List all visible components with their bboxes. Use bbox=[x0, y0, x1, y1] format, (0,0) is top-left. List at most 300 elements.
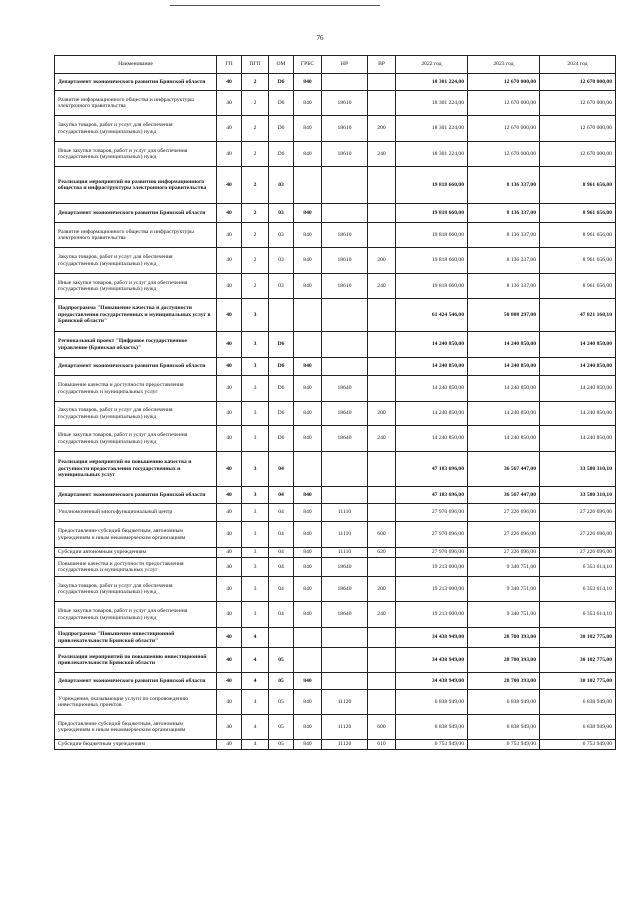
cell-pgp: 4 bbox=[242, 690, 269, 715]
cell-nr: 11120 bbox=[322, 690, 368, 715]
cell-gp: 40 bbox=[217, 332, 242, 358]
cell-om: 04 bbox=[269, 602, 294, 628]
cell-2024: 27 226 696,00 bbox=[540, 548, 616, 558]
cell-2023: 28 700 393,00 bbox=[468, 673, 540, 690]
cell-nr bbox=[322, 358, 368, 376]
cell-gp: 40 bbox=[217, 167, 242, 204]
cell-om: 05 bbox=[269, 673, 294, 690]
cell-pgp: 4 bbox=[242, 715, 269, 740]
cell-grbs: 840 bbox=[294, 673, 322, 690]
cell-gp: 40 bbox=[217, 223, 242, 248]
cell-grbs: 840 bbox=[294, 358, 322, 376]
cell-vr bbox=[368, 648, 396, 673]
cell-grbs: 840 bbox=[294, 274, 322, 299]
header-nr: НР bbox=[322, 56, 368, 74]
cell-nr: 18610 bbox=[322, 116, 368, 142]
cell-name: Региональный проект "Цифровое государственное управление (Брянская область)" bbox=[55, 332, 217, 358]
cell-2023: 8 136 337,00 bbox=[468, 274, 540, 299]
cell-om: D6 bbox=[269, 358, 294, 376]
cell-nr: 11120 bbox=[322, 740, 368, 750]
cell-vr bbox=[368, 628, 396, 648]
cell-2023: 9 340 751,00 bbox=[468, 577, 540, 602]
cell-pgp: 3 bbox=[242, 452, 269, 487]
cell-2022: 6 838 949,00 bbox=[396, 690, 468, 715]
cell-nr bbox=[322, 487, 368, 504]
cell-2023: 9 340 751,00 bbox=[468, 602, 540, 628]
cell-2023: 12 670 000,00 bbox=[468, 116, 540, 142]
table-row bbox=[55, 274, 616, 299]
cell-name: Иные закупки товаров, работ и услуг для обеспечения государственных (муниципальных) нужд bbox=[55, 602, 217, 628]
cell-vr bbox=[368, 558, 396, 577]
cell-pgp: 4 bbox=[242, 740, 269, 750]
cell-gp: 40 bbox=[217, 673, 242, 690]
cell-nr: 18610 bbox=[322, 274, 368, 299]
cell-grbs: 840 bbox=[294, 204, 322, 223]
cell-2023: 12 670 000,00 bbox=[468, 91, 540, 116]
cell-om: 03 bbox=[269, 223, 294, 248]
cell-2022: 27 970 696,00 bbox=[396, 504, 468, 522]
cell-vr bbox=[368, 91, 396, 116]
cell-name: Департамент экономического развития Брянской области bbox=[55, 487, 217, 504]
cell-vr: 200 bbox=[368, 248, 396, 274]
table-row bbox=[55, 558, 616, 577]
cell-gp: 40 bbox=[217, 116, 242, 142]
cell-2024: 27 226 696,00 bbox=[540, 522, 616, 548]
cell-2024: 6 753 949,00 bbox=[540, 740, 616, 750]
cell-vr bbox=[368, 452, 396, 487]
cell-name: Реализация мероприятий по развитию информационного общества и инфраструктуры электронного правительства bbox=[55, 167, 217, 204]
cell-2023: 14 240 850,00 bbox=[468, 332, 540, 358]
cell-grbs: 840 bbox=[294, 223, 322, 248]
cell-vr bbox=[368, 299, 396, 332]
cell-2023: 12 670 000,00 bbox=[468, 74, 540, 91]
cell-vr bbox=[368, 504, 396, 522]
cell-2024: 14 240 850,00 bbox=[540, 426, 616, 452]
table-row bbox=[55, 577, 616, 602]
cell-pgp: 3 bbox=[242, 558, 269, 577]
cell-2024: 8 961 656,00 bbox=[540, 204, 616, 223]
table-row bbox=[55, 74, 616, 91]
cell-2022: 14 240 850,00 bbox=[396, 426, 468, 452]
cell-name: Реализация мероприятий по повышению инвестиционной привлекательности Брянской области bbox=[55, 648, 217, 673]
cell-2024: 27 226 696,00 bbox=[540, 504, 616, 522]
cell-om: 03 bbox=[269, 248, 294, 274]
header-grbs: ГРБС bbox=[294, 56, 322, 74]
cell-gp: 40 bbox=[217, 204, 242, 223]
cell-2023: 27 226 696,00 bbox=[468, 548, 540, 558]
cell-gp: 40 bbox=[217, 628, 242, 648]
cell-2022: 14 240 850,00 bbox=[396, 376, 468, 402]
table-row bbox=[55, 673, 616, 690]
cell-grbs: 840 bbox=[294, 504, 322, 522]
cell-pgp: 3 bbox=[242, 577, 269, 602]
cell-nr bbox=[322, 74, 368, 91]
cell-name: Иные закупки товаров, работ и услуг для обеспечения государственных (муниципальных) нужд bbox=[55, 426, 217, 452]
cell-pgp: 3 bbox=[242, 504, 269, 522]
cell-nr: 18610 bbox=[322, 248, 368, 274]
cell-gp: 40 bbox=[217, 715, 242, 740]
cell-2024: 12 670 000,00 bbox=[540, 91, 616, 116]
cell-name: Закупка товаров, работ и услуг для обеспечения государственных (муниципальных) нужд bbox=[55, 402, 217, 426]
cell-gp: 40 bbox=[217, 740, 242, 750]
table-row bbox=[55, 223, 616, 248]
cell-om: 04 bbox=[269, 504, 294, 522]
table-row bbox=[55, 452, 616, 487]
cell-name: Закупка товаров, работ и услуг для обеспечения государственных (муниципальных) нужд bbox=[55, 577, 217, 602]
cell-nr: 11110 bbox=[322, 522, 368, 548]
cell-name: Предоставление субсидий бюджетным, автономным учреждениям и иным некоммерческим организациям bbox=[55, 522, 217, 548]
cell-pgp: 2 bbox=[242, 74, 269, 91]
cell-2024: 6 838 949,00 bbox=[540, 715, 616, 740]
cell-pgp: 3 bbox=[242, 602, 269, 628]
cell-2022: 18 301 224,00 bbox=[396, 74, 468, 91]
cell-pgp: 3 bbox=[242, 299, 269, 332]
cell-om: 04 bbox=[269, 522, 294, 548]
cell-gp: 40 bbox=[217, 91, 242, 116]
table-header-row bbox=[55, 56, 616, 74]
cell-nr bbox=[322, 648, 368, 673]
cell-vr bbox=[368, 74, 396, 91]
cell-2022: 14 240 850,00 bbox=[396, 402, 468, 426]
header-pgp: ПГП bbox=[242, 56, 269, 74]
cell-pgp: 3 bbox=[242, 548, 269, 558]
cell-2022: 19 818 660,00 bbox=[396, 167, 468, 204]
cell-2022: 14 240 850,00 bbox=[396, 358, 468, 376]
cell-name: Повышение качества и доступности предоставления государственных и муниципальных услуг bbox=[55, 376, 217, 402]
cell-vr: 240 bbox=[368, 426, 396, 452]
cell-2022: 47 183 696,00 bbox=[396, 487, 468, 504]
cell-grbs: 840 bbox=[294, 548, 322, 558]
table-row bbox=[55, 522, 616, 548]
table-row bbox=[55, 91, 616, 116]
table-row bbox=[55, 204, 616, 223]
cell-nr bbox=[322, 204, 368, 223]
cell-2024: 30 102 775,00 bbox=[540, 648, 616, 673]
top-rule-right bbox=[300, 5, 380, 6]
cell-vr bbox=[368, 167, 396, 204]
cell-2023: 9 340 751,00 bbox=[468, 558, 540, 577]
cell-2024: 14 240 850,00 bbox=[540, 376, 616, 402]
cell-pgp: 4 bbox=[242, 673, 269, 690]
cell-2023: 36 567 447,00 bbox=[468, 487, 540, 504]
cell-name: Департамент экономического развития Брянской области bbox=[55, 673, 217, 690]
table-row bbox=[55, 248, 616, 274]
header-2023: 2023 год bbox=[468, 56, 540, 74]
cell-2023: 27 226 696,00 bbox=[468, 504, 540, 522]
cell-2022: 6 753 949,00 bbox=[396, 740, 468, 750]
cell-nr: 18640 bbox=[322, 577, 368, 602]
cell-vr: 200 bbox=[368, 402, 396, 426]
cell-grbs: 840 bbox=[294, 558, 322, 577]
cell-2024: 8 961 656,00 bbox=[540, 167, 616, 204]
cell-pgp: 3 bbox=[242, 332, 269, 358]
cell-2023: 14 240 850,00 bbox=[468, 358, 540, 376]
cell-vr bbox=[368, 358, 396, 376]
cell-name: Реализация мероприятий по повышению качества и доступности предоставления государственных и муниципальных услуг bbox=[55, 452, 217, 487]
table-row bbox=[55, 715, 616, 740]
cell-pgp: 2 bbox=[242, 274, 269, 299]
cell-om: D6 bbox=[269, 142, 294, 167]
table-row bbox=[55, 332, 616, 358]
budget-table bbox=[54, 55, 616, 750]
cell-pgp: 2 bbox=[242, 223, 269, 248]
cell-2023: 28 700 393,00 bbox=[468, 628, 540, 648]
cell-om: 05 bbox=[269, 740, 294, 750]
cell-2023: 12 670 000,00 bbox=[468, 142, 540, 167]
cell-2023: 8 136 337,00 bbox=[468, 223, 540, 248]
header-name: Наименование bbox=[55, 56, 217, 74]
cell-nr: 11120 bbox=[322, 715, 368, 740]
header-om: ОМ bbox=[269, 56, 294, 74]
top-rule-left bbox=[170, 5, 300, 6]
cell-vr bbox=[368, 204, 396, 223]
cell-pgp: 2 bbox=[242, 204, 269, 223]
cell-grbs: 840 bbox=[294, 248, 322, 274]
cell-gp: 40 bbox=[217, 452, 242, 487]
cell-2023: 36 567 447,00 bbox=[468, 452, 540, 487]
cell-om: D6 bbox=[269, 74, 294, 91]
cell-om: 04 bbox=[269, 558, 294, 577]
cell-om: 05 bbox=[269, 715, 294, 740]
cell-2024: 33 580 310,10 bbox=[540, 487, 616, 504]
cell-pgp: 3 bbox=[242, 376, 269, 402]
cell-2024: 6 353 614,10 bbox=[540, 558, 616, 577]
cell-gp: 40 bbox=[217, 74, 242, 91]
cell-nr bbox=[322, 299, 368, 332]
cell-pgp: 4 bbox=[242, 648, 269, 673]
cell-nr: 11110 bbox=[322, 504, 368, 522]
cell-vr bbox=[368, 376, 396, 402]
cell-om: 03 bbox=[269, 167, 294, 204]
cell-2024: 12 670 000,00 bbox=[540, 116, 616, 142]
cell-grbs bbox=[294, 452, 322, 487]
cell-grbs: 840 bbox=[294, 116, 322, 142]
cell-grbs bbox=[294, 332, 322, 358]
cell-pgp: 3 bbox=[242, 522, 269, 548]
cell-name: Субсидии бюджетным учреждениям bbox=[55, 740, 217, 750]
cell-2022: 19 213 000,00 bbox=[396, 602, 468, 628]
cell-2022: 19 818 660,00 bbox=[396, 248, 468, 274]
cell-2024: 12 670 000,00 bbox=[540, 142, 616, 167]
cell-pgp: 3 bbox=[242, 402, 269, 426]
cell-2024: 33 580 310,10 bbox=[540, 452, 616, 487]
cell-name: Иные закупки товаров, работ и услуг для обеспечения государственных (муниципальных) нужд bbox=[55, 142, 217, 167]
cell-gp: 40 bbox=[217, 690, 242, 715]
cell-vr: 600 bbox=[368, 715, 396, 740]
cell-name: Повышение качества и доступности предоставления государственных и муниципальных услуг bbox=[55, 558, 217, 577]
cell-2024: 14 240 850,00 bbox=[540, 358, 616, 376]
cell-2023: 8 136 337,00 bbox=[468, 167, 540, 204]
cell-vr bbox=[368, 690, 396, 715]
cell-2022: 18 301 224,00 bbox=[396, 142, 468, 167]
cell-grbs: 840 bbox=[294, 376, 322, 402]
cell-vr bbox=[368, 223, 396, 248]
header-vr: ВР bbox=[368, 56, 396, 74]
cell-2022: 18 301 224,00 bbox=[396, 91, 468, 116]
table-row bbox=[55, 628, 616, 648]
cell-2022: 18 301 224,00 bbox=[396, 116, 468, 142]
cell-name: Подпрограмма "Повышение качества и доступности предоставления государственных и муниципальных услуг в Брянской области" bbox=[55, 299, 217, 332]
cell-om: 04 bbox=[269, 548, 294, 558]
cell-name: Департамент экономического развития Брянской области bbox=[55, 74, 217, 91]
cell-vr bbox=[368, 673, 396, 690]
cell-pgp: 2 bbox=[242, 248, 269, 274]
cell-grbs bbox=[294, 167, 322, 204]
cell-pgp: 3 bbox=[242, 358, 269, 376]
cell-2022: 34 438 949,00 bbox=[396, 628, 468, 648]
table-row bbox=[55, 116, 616, 142]
table-row bbox=[55, 602, 616, 628]
cell-gp: 40 bbox=[217, 648, 242, 673]
cell-nr: 18640 bbox=[322, 402, 368, 426]
cell-2024: 6 838 949,00 bbox=[540, 690, 616, 715]
cell-2023: 6 838 949,00 bbox=[468, 715, 540, 740]
cell-name: Иные закупки товаров, работ и услуг для обеспечения государственных (муниципальных) нужд bbox=[55, 274, 217, 299]
cell-grbs bbox=[294, 299, 322, 332]
cell-nr: 18610 bbox=[322, 223, 368, 248]
cell-grbs: 840 bbox=[294, 487, 322, 504]
cell-name: Уполномоченный многофункциональный центр bbox=[55, 504, 217, 522]
cell-om: 04 bbox=[269, 487, 294, 504]
cell-2022: 19 213 000,00 bbox=[396, 577, 468, 602]
table-row bbox=[55, 142, 616, 167]
cell-2022: 6 838 949,00 bbox=[396, 715, 468, 740]
cell-vr: 600 bbox=[368, 522, 396, 548]
cell-vr: 200 bbox=[368, 116, 396, 142]
cell-2023: 50 808 297,00 bbox=[468, 299, 540, 332]
cell-grbs: 840 bbox=[294, 426, 322, 452]
cell-nr: 18640 bbox=[322, 602, 368, 628]
cell-grbs: 840 bbox=[294, 74, 322, 91]
cell-2022: 19 818 660,00 bbox=[396, 274, 468, 299]
cell-name: Департамент экономического развития Брянской области bbox=[55, 358, 217, 376]
cell-pgp: 2 bbox=[242, 91, 269, 116]
cell-nr bbox=[322, 452, 368, 487]
table-row bbox=[55, 504, 616, 522]
cell-grbs: 840 bbox=[294, 740, 322, 750]
cell-gp: 40 bbox=[217, 548, 242, 558]
cell-vr: 240 bbox=[368, 274, 396, 299]
cell-grbs: 840 bbox=[294, 402, 322, 426]
cell-grbs bbox=[294, 628, 322, 648]
cell-nr: 18640 bbox=[322, 376, 368, 402]
cell-om: D6 bbox=[269, 376, 294, 402]
header-2022: 2022 год bbox=[396, 56, 468, 74]
page-number: 76 bbox=[316, 34, 324, 42]
cell-nr: 18610 bbox=[322, 91, 368, 116]
cell-2022: 14 240 850,00 bbox=[396, 332, 468, 358]
table-row bbox=[55, 167, 616, 204]
cell-nr: 18640 bbox=[322, 558, 368, 577]
cell-pgp: 2 bbox=[242, 116, 269, 142]
cell-grbs: 840 bbox=[294, 602, 322, 628]
cell-name: Развитие информационного общества и инфраструктуры электронного правительства bbox=[55, 91, 217, 116]
cell-gp: 40 bbox=[217, 504, 242, 522]
cell-2023: 14 240 850,00 bbox=[468, 426, 540, 452]
cell-grbs: 840 bbox=[294, 715, 322, 740]
cell-2022: 27 970 696,00 bbox=[396, 548, 468, 558]
table-row bbox=[55, 487, 616, 504]
cell-2022: 61 424 546,00 bbox=[396, 299, 468, 332]
cell-name: Подпрограмма "Повышение инвестиционной привлекательности Брянской области" bbox=[55, 628, 217, 648]
cell-om: 04 bbox=[269, 452, 294, 487]
cell-2024: 6 353 614,10 bbox=[540, 602, 616, 628]
cell-gp: 40 bbox=[217, 358, 242, 376]
cell-om: D6 bbox=[269, 426, 294, 452]
cell-2024: 14 240 850,00 bbox=[540, 402, 616, 426]
cell-2022: 34 438 949,00 bbox=[396, 673, 468, 690]
cell-2022: 27 970 696,00 bbox=[396, 522, 468, 548]
cell-om: 03 bbox=[269, 274, 294, 299]
cell-2023: 6 753 949,00 bbox=[468, 740, 540, 750]
cell-nr: 11110 bbox=[322, 548, 368, 558]
cell-2023: 8 136 337,00 bbox=[468, 248, 540, 274]
cell-vr: 240 bbox=[368, 142, 396, 167]
table-row bbox=[55, 740, 616, 750]
cell-nr bbox=[322, 167, 368, 204]
cell-2024: 6 353 614,10 bbox=[540, 577, 616, 602]
cell-2024: 14 240 850,00 bbox=[540, 332, 616, 358]
cell-vr: 610 bbox=[368, 740, 396, 750]
cell-grbs: 840 bbox=[294, 577, 322, 602]
table-row bbox=[55, 548, 616, 558]
cell-vr: 200 bbox=[368, 577, 396, 602]
cell-gp: 40 bbox=[217, 142, 242, 167]
table-row bbox=[55, 402, 616, 426]
cell-gp: 40 bbox=[217, 426, 242, 452]
cell-2022: 34 438 949,00 bbox=[396, 648, 468, 673]
cell-2024: 8 961 656,00 bbox=[540, 248, 616, 274]
cell-om: D6 bbox=[269, 402, 294, 426]
cell-pgp: 2 bbox=[242, 142, 269, 167]
cell-name: Закупка товаров, работ и услуг для обеспечения государственных (муниципальных) нужд bbox=[55, 116, 217, 142]
cell-om: D6 bbox=[269, 91, 294, 116]
cell-2024: 8 961 656,00 bbox=[540, 223, 616, 248]
cell-om bbox=[269, 628, 294, 648]
cell-2022: 19 213 000,00 bbox=[396, 558, 468, 577]
cell-name: Закупка товаров, работ и услуг для обеспечения государственных (муниципальных) нужд bbox=[55, 248, 217, 274]
cell-nr: 18610 bbox=[322, 142, 368, 167]
table-row bbox=[55, 648, 616, 673]
cell-pgp: 3 bbox=[242, 487, 269, 504]
cell-om: 05 bbox=[269, 690, 294, 715]
cell-om: 04 bbox=[269, 577, 294, 602]
cell-vr: 620 bbox=[368, 548, 396, 558]
cell-gp: 40 bbox=[217, 558, 242, 577]
cell-2022: 47 183 696,00 bbox=[396, 452, 468, 487]
cell-2024: 12 670 000,00 bbox=[540, 74, 616, 91]
cell-2023: 8 136 337,00 bbox=[468, 204, 540, 223]
cell-gp: 40 bbox=[217, 602, 242, 628]
cell-2024: 30 102 775,00 bbox=[540, 628, 616, 648]
cell-name: Учреждения, оказывающие услуги по сопровождению инвестиционных проектов bbox=[55, 690, 217, 715]
cell-name: Предоставление субсидий бюджетным, автономным учреждениям и иным некоммерческим организациям bbox=[55, 715, 217, 740]
cell-pgp: 2 bbox=[242, 167, 269, 204]
cell-name: Развитие информационного общества и инфраструктуры электронного правительства bbox=[55, 223, 217, 248]
cell-pgp: 4 bbox=[242, 628, 269, 648]
cell-2024: 8 961 656,00 bbox=[540, 274, 616, 299]
cell-gp: 40 bbox=[217, 402, 242, 426]
cell-grbs: 840 bbox=[294, 522, 322, 548]
cell-om bbox=[269, 299, 294, 332]
cell-vr bbox=[368, 487, 396, 504]
cell-gp: 40 bbox=[217, 299, 242, 332]
cell-2023: 14 240 850,00 bbox=[468, 402, 540, 426]
cell-pgp: 3 bbox=[242, 426, 269, 452]
cell-vr bbox=[368, 332, 396, 358]
cell-grbs: 840 bbox=[294, 91, 322, 116]
cell-2023: 6 838 949,00 bbox=[468, 690, 540, 715]
